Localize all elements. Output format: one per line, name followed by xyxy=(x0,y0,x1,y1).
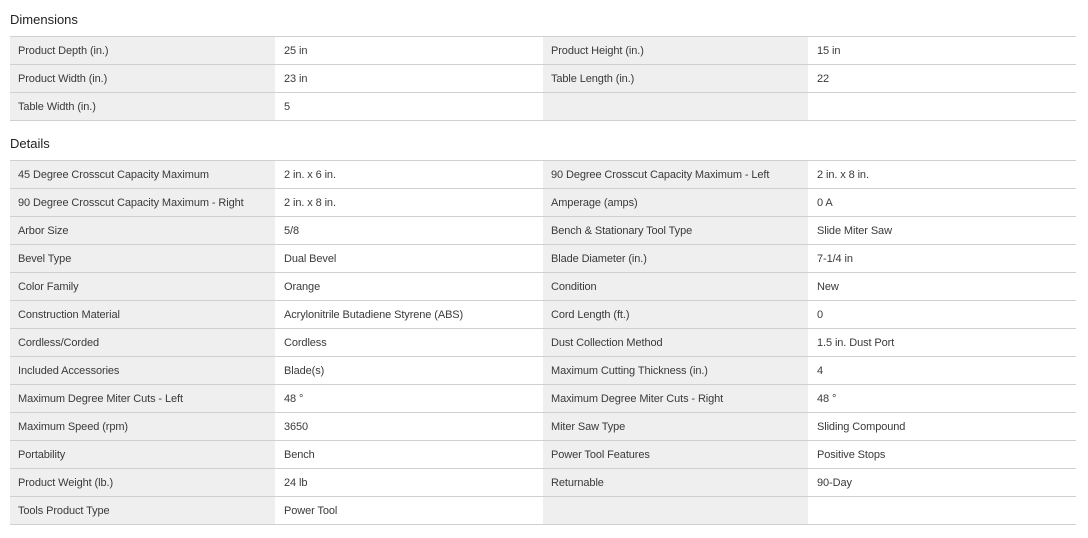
spec-label: Power Tool Features xyxy=(543,441,808,469)
spec-label: Product Depth (in.) xyxy=(10,37,275,65)
spec-value: Dual Bevel xyxy=(275,245,543,273)
spec-value: Slide Miter Saw xyxy=(808,217,1076,245)
spec-value: 5/8 xyxy=(275,217,543,245)
spec-value: 15 in xyxy=(808,37,1076,65)
spec-value: New xyxy=(808,273,1076,301)
spec-value: 3650 xyxy=(275,413,543,441)
table-row xyxy=(10,385,1076,413)
spec-value: 22 xyxy=(808,65,1076,93)
spec-label: Miter Saw Type xyxy=(543,413,808,441)
spec-label: Product Width (in.) xyxy=(10,65,275,93)
spec-label-empty xyxy=(543,497,808,525)
table-row xyxy=(10,329,1076,357)
spec-value: 25 in xyxy=(275,37,543,65)
spec-label: Cordless/Corded xyxy=(10,329,275,357)
spec-value: 0 xyxy=(808,301,1076,329)
table-row xyxy=(10,301,1076,329)
spec-value: Bench xyxy=(275,441,543,469)
spec-value: Acrylonitrile Butadiene Styrene (ABS) xyxy=(275,301,543,329)
dimensions-table xyxy=(10,36,1076,121)
spec-label: Returnable xyxy=(543,469,808,497)
spec-label: Product Weight (lb.) xyxy=(10,469,275,497)
table-row xyxy=(10,413,1076,441)
spec-value: 2 in. x 8 in. xyxy=(275,189,543,217)
details-table xyxy=(10,160,1076,525)
spec-label: Blade Diameter (in.) xyxy=(543,245,808,273)
table-row xyxy=(10,273,1076,301)
spec-value-empty xyxy=(808,497,1076,525)
spec-value: Power Tool xyxy=(275,497,543,525)
spec-label: Portability xyxy=(10,441,275,469)
table-row xyxy=(10,65,1076,93)
table-row xyxy=(10,217,1076,245)
spec-label: Maximum Degree Miter Cuts - Right xyxy=(543,385,808,413)
dimensions-heading: Dimensions xyxy=(10,12,78,27)
spec-label-empty xyxy=(543,93,808,121)
spec-value: 48 ° xyxy=(808,385,1076,413)
spec-value: 0 A xyxy=(808,189,1076,217)
table-row xyxy=(10,161,1076,189)
details-heading: Details xyxy=(10,136,50,151)
spec-value: 23 in xyxy=(275,65,543,93)
table-row xyxy=(10,469,1076,497)
spec-label: Cord Length (ft.) xyxy=(543,301,808,329)
spec-label: 90 Degree Crosscut Capacity Maximum - Right xyxy=(10,189,275,217)
spec-label: Maximum Degree Miter Cuts - Left xyxy=(10,385,275,413)
spec-value: 7-1/4 in xyxy=(808,245,1076,273)
table-row xyxy=(10,93,1076,121)
spec-value: 4 xyxy=(808,357,1076,385)
spec-label: Maximum Cutting Thickness (in.) xyxy=(543,357,808,385)
spec-label: Amperage (amps) xyxy=(543,189,808,217)
table-row xyxy=(10,497,1076,525)
spec-label: 90 Degree Crosscut Capacity Maximum - Left xyxy=(543,161,808,189)
table-row xyxy=(10,357,1076,385)
spec-value: Positive Stops xyxy=(808,441,1076,469)
table-row xyxy=(10,245,1076,273)
spec-label: Color Family xyxy=(10,273,275,301)
table-row xyxy=(10,441,1076,469)
spec-value: 2 in. x 8 in. xyxy=(808,161,1076,189)
spec-label: Dust Collection Method xyxy=(543,329,808,357)
spec-value: 48 ° xyxy=(275,385,543,413)
spec-label: Table Width (in.) xyxy=(10,93,275,121)
spec-label: Table Length (in.) xyxy=(543,65,808,93)
spec-value: Cordless xyxy=(275,329,543,357)
spec-label: Arbor Size xyxy=(10,217,275,245)
spec-label: Tools Product Type xyxy=(10,497,275,525)
spec-value: Orange xyxy=(275,273,543,301)
spec-label: Maximum Speed (rpm) xyxy=(10,413,275,441)
spec-label: Construction Material xyxy=(10,301,275,329)
spec-value: 5 xyxy=(275,93,543,121)
spec-value: Sliding Compound xyxy=(808,413,1076,441)
spec-value: 1.5 in. Dust Port xyxy=(808,329,1076,357)
spec-label: Product Height (in.) xyxy=(543,37,808,65)
spec-label: Bench & Stationary Tool Type xyxy=(543,217,808,245)
spec-value: Blade(s) xyxy=(275,357,543,385)
spec-value: 2 in. x 6 in. xyxy=(275,161,543,189)
spec-label: 45 Degree Crosscut Capacity Maximum xyxy=(10,161,275,189)
spec-label: Bevel Type xyxy=(10,245,275,273)
spec-value: 90-Day xyxy=(808,469,1076,497)
spec-label: Included Accessories xyxy=(10,357,275,385)
spec-value: 24 lb xyxy=(275,469,543,497)
spec-value-empty xyxy=(808,93,1076,121)
spec-label: Condition xyxy=(543,273,808,301)
table-row xyxy=(10,189,1076,217)
table-row xyxy=(10,37,1076,65)
